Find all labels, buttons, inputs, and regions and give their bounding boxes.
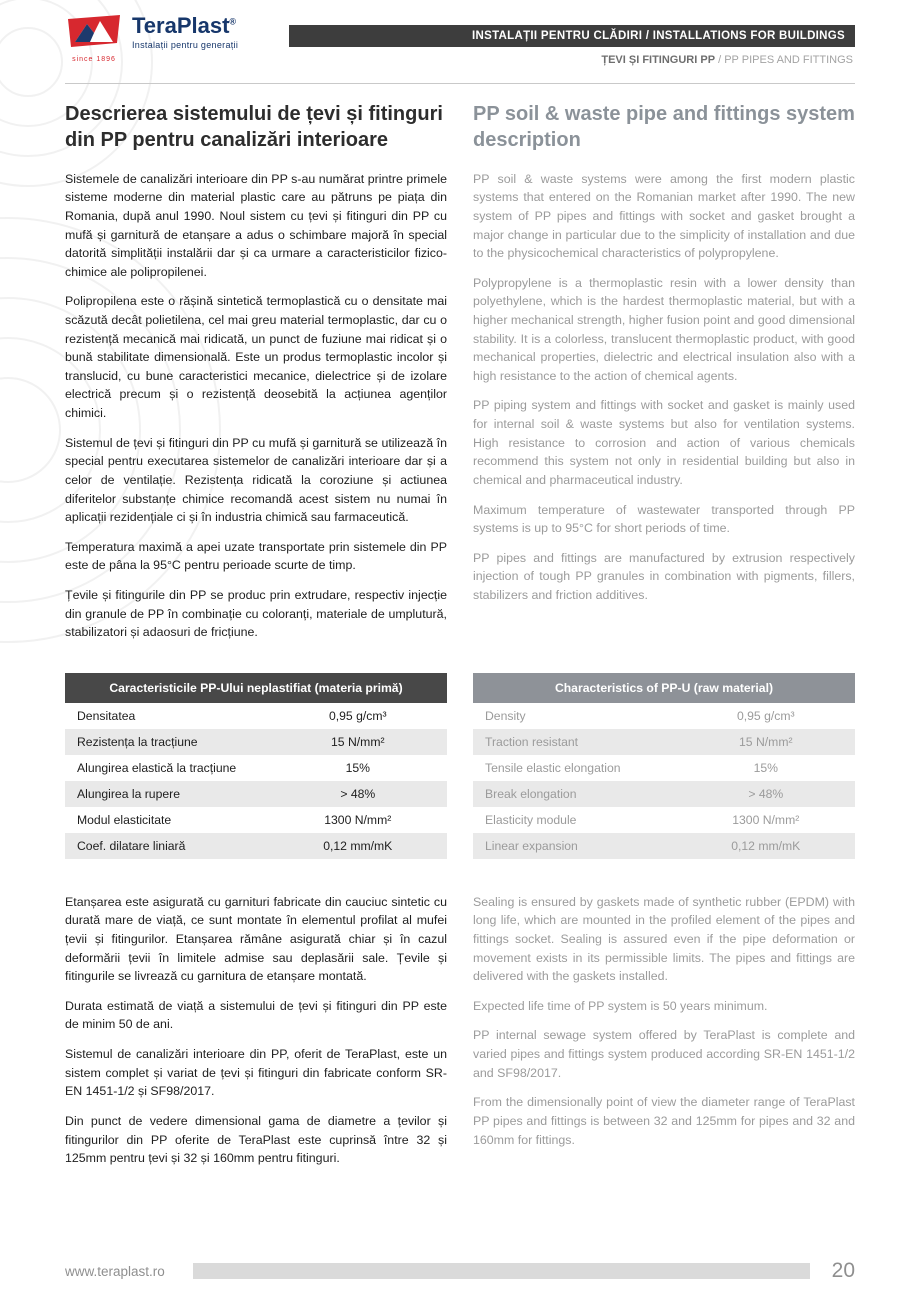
spec-value: 15 N/mm²: [287, 729, 447, 755]
spec-value: > 48%: [287, 781, 447, 807]
romanian-intro-block: [65, 101, 447, 653]
paragraph: Polipropilena este o rășină sintetică termoplastică cu o densitate mai scăzută decât polietilena, cel mai greu material termoplastic, dar cu o rezistență mecanică mai ridicată, un punct de fuziune mai ridicat și o bună stabilitate dimensională. Este un produs termoplastic incolor și translucid, cu bune caracteristici mecanice, dielectrice și de izolare electrică precum și o rezistență deosebită la acțiunea agenților chimici.: [65, 294, 447, 421]
paragraph: From the dimensionally point of view the diameter range of TeraPlast PP pipes and fittings is between 32 and 125mm for pipes and 32 and 160mm for fittings.: [473, 1095, 855, 1147]
paragraph: Sealing is ensured by gaskets made of synthetic rubber (EPDM) with long life, which are mounted in the profiled element of the pipes and fittings socket. Sealing is assured even if the pipe deformation or movement exists in its permissible limits. The pipes and fittings are delivered with the gaskets installed.: [473, 894, 855, 984]
table-row: [473, 781, 855, 807]
paragraph: Maximum temperature of wastewater transported through PP systems is up to 95°C for short periods of time.: [473, 502, 855, 536]
page-header: [65, 14, 855, 66]
subcategory-light: / PP PIPES AND FITTINGS: [715, 54, 853, 66]
paragraph: Sistemul de țevi și fitinguri din PP cu mufă și garnitură se utilizează în special pentru executarea sistemelor de canalizări interioare dar și a celor de ventilație. Rezistența ridicată la coroziune și actiunea diferitelor substanțe chimice recomandă acest sistem nu numai în aplicații rezidențiale ci și în industria chimică sau farmaceutică.: [65, 435, 447, 525]
paragraph: PP piping system and fittings with socket and gasket is mainly used for internal soil & waste systems but also for ventilation systems. High resistance to corrosion and action of various chemicals recommend this system not only in residential building but also in chemical and pharmaceutical industry.: [473, 398, 855, 487]
characteristics-table-ro: [65, 673, 447, 859]
table-row: [65, 703, 447, 729]
subcategory-bold: ȚEVI ȘI FITINGURI PP: [601, 54, 716, 66]
header-divider: [65, 83, 855, 84]
paragraph: PP internal sewage system offered by TeraPlast is complete and varied pipes and fittings system produced according SR-EN 1451-1/2 and SF98/2017.: [473, 1028, 855, 1080]
website-link[interactable]: www.teraplast.ro: [65, 1263, 165, 1279]
spec-value: 0,12 mm/mK: [695, 833, 855, 859]
paragraph: Sistemul de canalizări interioare din PP, oferit de TeraPlast, este un sistem complet și variat de țevi și fitinguri din fabricate conform SR-EN 1451-1/2 și SF98/2017.: [65, 1047, 447, 1099]
table-row: [65, 729, 447, 755]
spec-label: Break elongation: [473, 781, 695, 807]
spec-value: 0,95 g/cm³: [328, 708, 387, 723]
table-row: [65, 807, 447, 833]
spec-label: Linear expansion: [473, 833, 695, 859]
english-title: PP soil & waste pipe and fittings system description: [473, 103, 855, 152]
paragraph: Etanșarea este asigurată cu garnituri fabricate din cauciuc sintetic cu durată mare de viață, ce sunt montate în elementul profilat al mufei țevii și fitingurilor. Etanșarea rămâne asigurată chiar și în cazul deformării țevii în limitele admise sau deplasării sale. Țevile și fitingurile se livrează cu garnitura de etanșare montată.: [65, 894, 447, 984]
table-title-ro: Caracteristicile PP-Ului neplastifiat (materia primă): [65, 673, 447, 703]
table-row: [473, 703, 855, 729]
table-row: [473, 833, 855, 859]
two-column-body: [65, 101, 855, 1179]
spec-value: 1300 N/mm²: [732, 812, 800, 827]
spec-value: 1300 N/mm²: [324, 812, 392, 827]
spec-label: Modul elasticitate: [77, 812, 172, 827]
english-intro-block: [473, 101, 855, 653]
table-row: [65, 755, 447, 781]
teraplast-logo-icon: [67, 14, 121, 50]
paragraph: Țevile și fitingurile din PP se produc prin extrudare, respectiv injecție din granule de PP în combinație cu coloranți, materiale de umplutură, stabilizatori și adaosuri de fricțiune.: [65, 587, 447, 640]
romanian-closing-block: [65, 893, 447, 1179]
spec-label: Alungirea la rupere: [65, 781, 287, 807]
romanian-title: Descrierea sistemului de țevi și fitinguri din PP pentru canalizări interioare: [65, 103, 443, 152]
spec-label: Rezistența la tracțiune: [65, 729, 287, 755]
brand-name: [132, 14, 238, 37]
spec-label: Alungirea elastică la tracțiune: [77, 760, 237, 775]
english-closing-block: [473, 893, 855, 1179]
english-table-block: [473, 653, 855, 859]
spec-value: 0,12 mm/mK: [287, 833, 447, 859]
romanian-table-block: [65, 653, 447, 859]
paragraph: Temperatura maximă a apei uzate transportate prin sistemele din PP este de pâna la 95°C pentru perioade scurte de timp.: [65, 539, 447, 573]
characteristics-table-en: [473, 673, 855, 859]
paragraph: Polypropylene is a thermoplastic resin with a lower density than polyethylene, which is the hardest thermoplastic material, but with a higher mechanical strength, higher fusion point and good dimensional stability. It is a colorless, translucent thermoplastic product, with good mechanical properties, dielectric and electrical insulation also with a high resistance to the action of chemical agents.: [473, 275, 855, 383]
page-footer: [65, 1259, 855, 1283]
spec-value: 0,95 g/cm³: [736, 708, 795, 723]
spec-label: Elasticity module: [485, 812, 577, 827]
footer-bar-decoration: [193, 1263, 810, 1279]
brand-tagline: Instalații pentru generații: [132, 40, 239, 51]
spec-label: Densitatea: [77, 708, 136, 723]
brand-word: TeraPlast: [132, 13, 230, 38]
paragraph: Din punct de vedere dimensional gama de diametre a țevilor și fitingurilor din PP oferite de TeraPlast este cuprinsă între 32 și 125mm pentru țevi și 32 și 160mm pentru fitinguri.: [65, 1113, 447, 1166]
paragraph: PP soil & waste systems were among the first modern plastic systems that entered on the Romanian market after 1990. The new system of PP pipes and fittings with socket and gasket brought a major change in particular due to the simplicity of installation and due to the physicochemical characteristics of polypropylene.: [473, 171, 855, 261]
category-bar: INSTALAȚII PENTRU CLĂDIRI / INSTALLATIONS FOR BUILDINGS: [289, 25, 855, 47]
paragraph: PP pipes and fittings are manufactured by extrusion respectively injection of tough PP granules in combination with pigments, fillers, stabilizers and friction additives.: [473, 550, 855, 602]
spec-value: 15%: [753, 760, 778, 775]
spec-label: Density: [485, 708, 526, 723]
page-number: 20: [831, 1259, 855, 1282]
table-row: [65, 781, 447, 807]
subcategory-line: [289, 54, 855, 66]
spec-value: > 48%: [695, 781, 855, 807]
table-row: [473, 755, 855, 781]
spec-value: 15 N/mm²: [695, 729, 855, 755]
table-row: [65, 833, 447, 859]
spec-label: Coef. dilatare liniară: [65, 833, 287, 859]
paragraph: Expected life time of PP system is 50 years minimum.: [473, 998, 768, 1013]
spec-label: Tensile elastic elongation: [485, 760, 621, 775]
table-row: [473, 807, 855, 833]
table-title-en: Characteristics of PP-U (raw material): [473, 673, 855, 703]
table-row: [473, 729, 855, 755]
paragraph: Sistemele de canalizări interioare din PP s-au numărat printre primele sisteme moderne din material plastic care au pătruns pe piața din Romania, după anul 1990. Noul sistem cu țevi și fitinguri din PP cu mufă și garnitură de etanșare a adus o schimbare majoră în special datorită simplității instalării dar și ca urmare a caracteristicilor fizico-chimice ale polipropilenei.: [65, 171, 447, 279]
teraplast-logo: [65, 14, 238, 63]
registered-mark: ®: [229, 16, 237, 27]
spec-label: Traction resistant: [473, 729, 695, 755]
paragraph: Durata estimată de viață a sistemului de țevi și fitinguri din PP este de minim 50 de ani.: [65, 998, 447, 1032]
spec-value: 15%: [345, 760, 370, 775]
logo-since-text: since 1896: [72, 56, 116, 63]
